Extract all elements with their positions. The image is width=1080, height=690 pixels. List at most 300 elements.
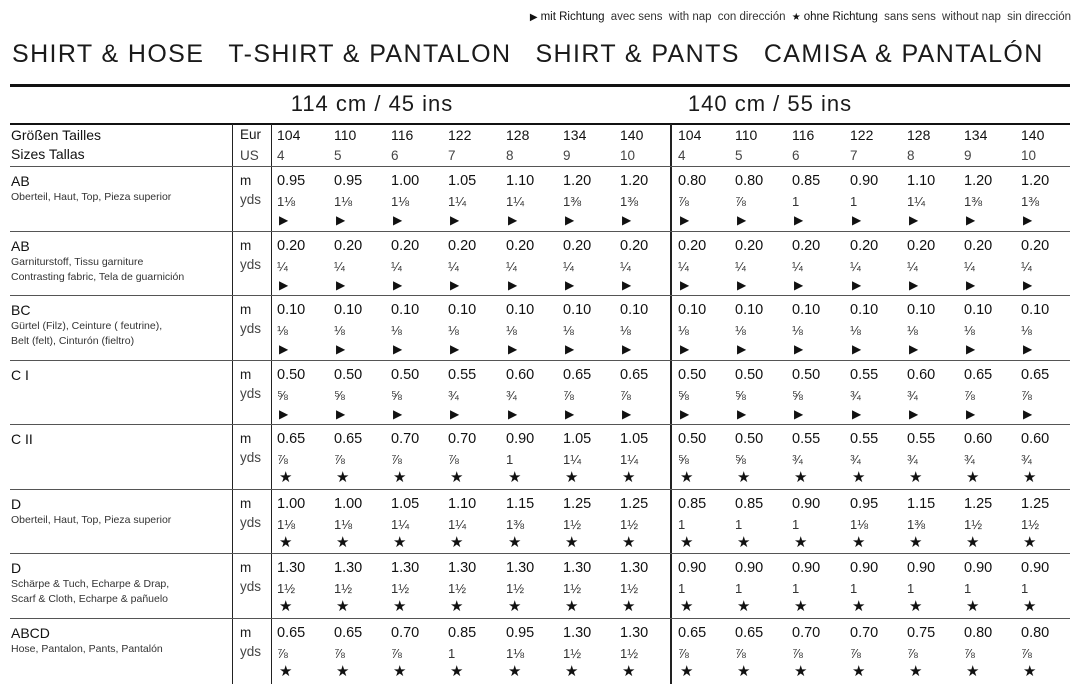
- with-nap-arrow-icon: ▶: [450, 213, 460, 227]
- yardage-imperial: 1: [735, 581, 743, 596]
- yardage-metric: 0.20: [391, 238, 420, 254]
- yardage-imperial: 1½: [334, 581, 353, 596]
- column-divider-widths: [670, 124, 672, 684]
- yardage-imperial: 1¼: [448, 194, 467, 209]
- without-nap-star-icon: ★: [450, 469, 464, 486]
- yardage-imperial: ⅞: [735, 646, 746, 661]
- eur-size: 116: [792, 127, 815, 143]
- yardage-imperial: 1½: [620, 646, 639, 661]
- without-nap-star-icon: ★: [1023, 598, 1037, 615]
- yardage-imperial: 1¼: [907, 194, 926, 209]
- piece-description: Gürtel (Filz), Ceinture ( feutrine),: [11, 320, 163, 332]
- unit-metric: m: [240, 560, 252, 575]
- with-nap-arrow-icon: ▶: [508, 342, 518, 356]
- yardage-imperial: 1½: [964, 517, 983, 532]
- yardage-imperial: ⅞: [334, 452, 345, 467]
- eur-size: 104: [277, 127, 301, 143]
- yardage-metric: 0.70: [792, 625, 821, 641]
- without-nap-star-icon: ★: [622, 469, 636, 486]
- yardage-imperial: 1¼: [506, 194, 525, 209]
- yardage-metric: 0.20: [277, 238, 306, 254]
- yardage-imperial: ¼: [448, 259, 459, 274]
- yardage-metric: 0.10: [907, 302, 936, 318]
- yardage-imperial: 1½: [563, 581, 582, 596]
- with-nap-arrow-icon: ▶: [508, 213, 518, 227]
- with-nap-arrow-icon: ▶: [1023, 213, 1033, 227]
- without-nap-star-icon: ★: [966, 469, 980, 486]
- with-nap-arrow-icon: ▶: [393, 407, 403, 421]
- row-divider: [10, 489, 1070, 490]
- yardage-imperial: 1½: [620, 581, 639, 596]
- without-nap-star-icon: ★: [393, 534, 407, 551]
- us-size: 7: [448, 148, 456, 163]
- eur-size: 110: [334, 127, 357, 143]
- yardage-imperial: 1½: [1021, 517, 1040, 532]
- without-nap-star-icon: ★: [508, 469, 522, 486]
- without-nap-star-icon: ★: [336, 598, 350, 615]
- with-nap-arrow-icon: ▶: [966, 278, 976, 292]
- with-nap-arrow-icon: ▶: [508, 407, 518, 421]
- yardage-imperial: ⅛: [792, 323, 803, 338]
- yardage-metric: 0.10: [448, 302, 477, 318]
- yardage-metric: 0.65: [563, 367, 592, 383]
- without-nap-star-icon: ★: [794, 469, 808, 486]
- yardage-metric: 1.15: [506, 496, 535, 512]
- yardage-imperial: 1⅛: [334, 194, 353, 209]
- yardage-imperial: 1½: [448, 581, 467, 596]
- unit-imperial: yds: [240, 515, 262, 530]
- yardage-metric: 1.15: [907, 496, 936, 512]
- with-nap-arrow-icon: ▶: [680, 407, 690, 421]
- without-nap-star-icon: ★: [737, 598, 751, 615]
- us-size: 6: [391, 148, 399, 163]
- yardage-metric: 1.30: [620, 625, 649, 641]
- yardage-metric: 0.80: [1021, 625, 1050, 641]
- yardage-metric: 0.85: [678, 496, 707, 512]
- without-nap-star-icon: ★: [791, 12, 801, 23]
- yardage-metric: 1.25: [563, 496, 592, 512]
- without-nap-star-icon: ★: [508, 534, 522, 551]
- yardage-imperial: 1⅛: [277, 194, 296, 209]
- yardage-imperial: ⅛: [391, 323, 402, 338]
- yardage-imperial: ⅝: [735, 388, 746, 403]
- yardage-metric: 0.20: [850, 238, 879, 254]
- yardage-metric: 1.30: [448, 560, 477, 576]
- yardage-imperial: 1: [735, 517, 743, 532]
- yardage-imperial: ⅛: [735, 323, 746, 338]
- yardage-metric: 0.60: [1021, 431, 1050, 447]
- yardage-metric: 0.20: [448, 238, 477, 254]
- unit-metric: m: [240, 625, 252, 640]
- yardage-imperial: ⅝: [792, 388, 803, 403]
- yardage-metric: 0.50: [678, 431, 707, 447]
- yardage-metric: 0.50: [391, 367, 420, 383]
- yardage-imperial: ⅝: [391, 388, 402, 403]
- eur-size: 134: [964, 127, 988, 143]
- unit-imperial: yds: [240, 579, 262, 594]
- without-nap-star-icon: ★: [794, 598, 808, 615]
- yardage-metric: 1.30: [563, 560, 592, 576]
- yardage-metric: 0.20: [792, 238, 821, 254]
- without-nap-label-en: without nap: [942, 11, 1001, 23]
- with-nap-arrow-icon: ▶: [393, 278, 403, 292]
- with-nap-arrow-icon: ▶: [508, 278, 518, 292]
- without-nap-star-icon: ★: [622, 534, 636, 551]
- yardage-imperial: 1⅛: [391, 194, 410, 209]
- yardage-imperial: 1⅜: [506, 517, 525, 532]
- us-size: 8: [506, 148, 514, 163]
- yardage-imperial: ⅛: [620, 323, 631, 338]
- yardage-imperial: ¼: [792, 259, 803, 274]
- yardage-imperial: 1⅜: [1021, 194, 1040, 209]
- row-divider: [10, 553, 1070, 554]
- yardage-metric: 0.65: [277, 625, 306, 641]
- yardage-imperial: ¾: [907, 388, 918, 403]
- size-header-label: Größen Tailles: [11, 127, 102, 143]
- with-nap-label-fr: avec sens: [610, 11, 663, 23]
- us-size: 10: [1021, 148, 1037, 163]
- yardage-metric: 0.10: [334, 302, 363, 318]
- without-nap-star-icon: ★: [737, 534, 751, 551]
- with-nap-arrow-icon: ▶: [852, 213, 862, 227]
- yardage-metric: 1.05: [620, 431, 649, 447]
- yardage-imperial: 1: [792, 581, 800, 596]
- yardage-imperial: 1⅛: [506, 646, 525, 661]
- yardage-imperial: 1¼: [620, 452, 639, 467]
- yardage-metric: 0.20: [563, 238, 592, 254]
- yardage-metric: 0.70: [391, 431, 420, 447]
- piece-description: Hose, Pantalon, Pants, Pantalón: [11, 643, 163, 655]
- with-nap-arrow-icon: ▶: [794, 342, 804, 356]
- yardage-metric: 0.20: [735, 238, 764, 254]
- column-divider-units: [232, 124, 233, 684]
- us-size: 9: [563, 148, 571, 163]
- yardage-metric: 1.25: [964, 496, 993, 512]
- yardage-metric: 1.20: [563, 173, 592, 189]
- yardage-imperial: ¼: [964, 259, 975, 274]
- without-nap-star-icon: ★: [622, 663, 636, 680]
- without-nap-star-icon: ★: [680, 598, 694, 615]
- unit-metric: m: [240, 302, 252, 317]
- with-nap-arrow-icon: ▶: [336, 342, 346, 356]
- yardage-imperial: ⅞: [277, 646, 288, 661]
- with-nap-arrow-icon: ▶: [737, 407, 747, 421]
- without-nap-star-icon: ★: [336, 469, 350, 486]
- yardage-metric: 0.60: [907, 367, 936, 383]
- yardage-imperial: ⅝: [277, 388, 288, 403]
- yardage-metric: 0.90: [678, 560, 707, 576]
- yardage-imperial: ¾: [850, 388, 861, 403]
- yardage-imperial: 1: [964, 581, 972, 596]
- piece-code: D: [11, 560, 22, 576]
- yardage-imperial: ⅛: [850, 323, 861, 338]
- yardage-metric: 0.20: [506, 238, 535, 254]
- title-en: SHIRT & PANTS: [535, 40, 740, 68]
- yardage-metric: 0.85: [792, 173, 821, 189]
- yardage-imperial: ⅞: [964, 646, 975, 661]
- without-nap-star-icon: ★: [966, 663, 980, 680]
- yardage-imperial: 1: [448, 646, 456, 661]
- yardage-imperial: 1: [506, 452, 514, 467]
- yardage-imperial: 1: [792, 517, 800, 532]
- without-nap-star-icon: ★: [622, 598, 636, 615]
- yardage-metric: 0.55: [850, 431, 879, 447]
- eur-size: 122: [850, 127, 874, 143]
- us-size: 10: [620, 148, 636, 163]
- yardage-metric: 0.55: [792, 431, 821, 447]
- unit-imperial: yds: [240, 192, 262, 207]
- yardage-metric: 0.10: [1021, 302, 1050, 318]
- piece-code: ABCD: [11, 625, 50, 641]
- with-nap-arrow-icon: ▶: [450, 407, 460, 421]
- yardage-imperial: ¾: [792, 452, 803, 467]
- yardage-imperial: ⅞: [735, 194, 746, 209]
- with-nap-arrow-icon: ▶: [336, 407, 346, 421]
- piece-description: Schärpe & Tuch, Echarpe & Drap,: [11, 578, 170, 590]
- yardage-imperial: ⅞: [792, 646, 803, 661]
- yardage-metric: 0.85: [735, 496, 764, 512]
- with-nap-arrow-icon: ▶: [450, 342, 460, 356]
- yardage-imperial: ¾: [448, 388, 459, 403]
- yardage-imperial: ¼: [391, 259, 402, 274]
- yardage-imperial: ⅛: [1021, 323, 1032, 338]
- yardage-imperial: ⅞: [620, 388, 631, 403]
- without-nap-star-icon: ★: [1023, 663, 1037, 680]
- yardage-imperial: ⅞: [1021, 646, 1032, 661]
- yardage-metric: 0.65: [277, 431, 306, 447]
- yardage-imperial: ¾: [907, 452, 918, 467]
- yardage-imperial: ⅛: [277, 323, 288, 338]
- yardage-imperial: ⅛: [678, 323, 689, 338]
- yardage-metric: 0.10: [850, 302, 879, 318]
- yardage-imperial: 1: [678, 581, 686, 596]
- yardage-metric: 0.65: [678, 625, 707, 641]
- nap-legend: [530, 11, 1071, 23]
- yardage-metric: 0.10: [792, 302, 821, 318]
- yardage-imperial: ⅞: [277, 452, 288, 467]
- yardage-metric: 0.10: [735, 302, 764, 318]
- without-nap-star-icon: ★: [508, 663, 522, 680]
- title-es: CAMISA & PANTALÓN: [763, 40, 1044, 68]
- yardage-metric: 1.05: [448, 173, 477, 189]
- without-nap-star-icon: ★: [279, 534, 293, 551]
- yardage-metric: 0.20: [1021, 238, 1050, 254]
- piece-code: AB: [11, 238, 30, 254]
- yardage-imperial: ⅞: [391, 646, 402, 661]
- row-divider: [10, 295, 1070, 296]
- yardage-imperial: ⅞: [391, 452, 402, 467]
- yardage-metric: 1.10: [506, 173, 535, 189]
- yardage-metric: 0.10: [964, 302, 993, 318]
- yardage-imperial: ⅞: [964, 388, 975, 403]
- with-nap-arrow-icon: ▶: [622, 213, 632, 227]
- piece-description: Oberteil, Haut, Top, Pieza superior: [11, 191, 172, 203]
- yardage-imperial: 1⅜: [620, 194, 639, 209]
- without-nap-star-icon: ★: [737, 663, 751, 680]
- yardage-metric: 1.30: [334, 560, 363, 576]
- yardage-imperial: 1½: [563, 646, 582, 661]
- size-header-label: Sizes Tallas: [11, 146, 85, 162]
- without-nap-label-fr: sans sens: [884, 11, 936, 23]
- with-nap-arrow-icon: ▶: [279, 342, 289, 356]
- fabric-width-140: 140 cm / 55 ins: [687, 91, 853, 116]
- yardage-imperial: 1¼: [391, 517, 410, 532]
- yardage-metric: 0.55: [850, 367, 879, 383]
- without-nap-star-icon: ★: [909, 469, 923, 486]
- with-nap-arrow-icon: ▶: [279, 278, 289, 292]
- yardage-imperial: ⅝: [678, 452, 689, 467]
- with-nap-arrow-icon: ▶: [680, 213, 690, 227]
- with-nap-arrow-icon: ▶: [852, 278, 862, 292]
- with-nap-label-es: con dirección: [717, 11, 786, 23]
- yardage-imperial: ⅝: [735, 452, 746, 467]
- title-rule: [10, 84, 1070, 87]
- without-nap-star-icon: ★: [966, 598, 980, 615]
- yardage-metric: 0.10: [277, 302, 306, 318]
- yardage-metric: 0.55: [907, 431, 936, 447]
- with-nap-arrow-icon: ▶: [909, 213, 919, 227]
- row-divider: [10, 231, 1070, 232]
- eur-size: 128: [506, 127, 530, 143]
- yardage-imperial: ⅞: [563, 388, 574, 403]
- without-nap-star-icon: ★: [852, 598, 866, 615]
- with-nap-arrow-icon: ▶: [680, 278, 690, 292]
- yardage-metric: 1.30: [506, 560, 535, 576]
- yardage-metric: 0.50: [735, 367, 764, 383]
- yardage-metric: 0.80: [735, 173, 764, 189]
- yardage-metric: 0.20: [678, 238, 707, 254]
- piece-code: D: [11, 496, 22, 512]
- yardage-metric: 1.30: [277, 560, 306, 576]
- eur-size: 128: [907, 127, 931, 143]
- eur-size: 140: [620, 127, 644, 143]
- yardage-imperial: ¼: [334, 259, 345, 274]
- yardage-imperial: 1⅛: [277, 517, 296, 532]
- yardage-metric: 0.20: [964, 238, 993, 254]
- without-nap-star-icon: ★: [794, 663, 808, 680]
- yardage-imperial: ¼: [277, 259, 288, 274]
- without-nap-star-icon: ★: [1023, 469, 1037, 486]
- without-nap-star-icon: ★: [565, 663, 579, 680]
- yardage-metric: 1.10: [448, 496, 477, 512]
- us-size: 7: [850, 148, 858, 163]
- eur-size: 110: [735, 127, 758, 143]
- unit-imperial: yds: [240, 257, 262, 272]
- page-title: [12, 40, 1068, 69]
- with-nap-arrow-icon: ▶: [565, 407, 575, 421]
- yardage-imperial: ¼: [506, 259, 517, 274]
- yardage-metric: 0.90: [907, 560, 936, 576]
- us-size: 4: [678, 148, 686, 163]
- yardage-metric: 0.20: [334, 238, 363, 254]
- yardage-metric: 0.90: [792, 496, 821, 512]
- yardage-metric: 1.05: [563, 431, 592, 447]
- eur-size: 122: [448, 127, 472, 143]
- us-size: 4: [277, 148, 285, 163]
- without-nap-star-icon: ★: [680, 534, 694, 551]
- with-nap-arrow-icon: ▶: [737, 278, 747, 292]
- yardage-metric: 0.65: [735, 625, 764, 641]
- unit-metric: m: [240, 367, 252, 382]
- yardage-imperial: ¾: [1021, 452, 1032, 467]
- yardage-imperial: ⅝: [334, 388, 345, 403]
- with-nap-label-en: with nap: [668, 11, 712, 23]
- unit-metric: m: [240, 173, 252, 188]
- yardage-metric: 1.20: [1021, 173, 1050, 189]
- us-label: US: [240, 148, 259, 163]
- us-size: 5: [334, 148, 342, 163]
- yardage-imperial: ⅞: [850, 646, 861, 661]
- yardage-imperial: ⅛: [907, 323, 918, 338]
- without-nap-star-icon: ★: [680, 663, 694, 680]
- with-nap-arrow-icon: ▶: [393, 342, 403, 356]
- without-nap-star-icon: ★: [737, 469, 751, 486]
- without-nap-star-icon: ★: [336, 534, 350, 551]
- without-nap-star-icon: ★: [565, 534, 579, 551]
- yardage-imperial: ¼: [850, 259, 861, 274]
- yardage-imperial: ⅞: [678, 646, 689, 661]
- title-de: SHIRT & HOSE: [12, 40, 205, 68]
- yardage-metric: 0.50: [792, 367, 821, 383]
- yardage-imperial: ⅛: [506, 323, 517, 338]
- without-nap-star-icon: ★: [450, 598, 464, 615]
- with-nap-arrow-icon: ▶: [966, 342, 976, 356]
- yardage-metric: 0.50: [678, 367, 707, 383]
- yardage-metric: 0.95: [334, 173, 363, 189]
- piece-description: Oberteil, Haut, Top, Pieza superior: [11, 514, 172, 526]
- without-nap-star-icon: ★: [909, 663, 923, 680]
- unit-metric: m: [240, 431, 252, 446]
- yardage-imperial: ¼: [907, 259, 918, 274]
- without-nap-star-icon: ★: [909, 534, 923, 551]
- row-divider: [10, 618, 1070, 619]
- with-nap-arrow-icon: ▶: [1023, 342, 1033, 356]
- yardage-imperial: ¼: [620, 259, 631, 274]
- without-nap-star-icon: ★: [279, 598, 293, 615]
- piece-description: Contrasting fabric, Tela de guarnición: [11, 271, 185, 283]
- without-nap-star-icon: ★: [450, 663, 464, 680]
- without-nap-star-icon: ★: [393, 663, 407, 680]
- with-nap-arrow-icon: ▶: [966, 407, 976, 421]
- without-nap-label-es: sin dirección: [1007, 11, 1071, 23]
- with-nap-arrow-icon: ▶: [336, 213, 346, 227]
- row-divider: [10, 166, 1070, 167]
- yardage-imperial: ⅞: [907, 646, 918, 661]
- with-nap-label-de: mit Richtung: [540, 11, 605, 23]
- fabric-width-114: 114 cm / 45 ins: [290, 91, 454, 116]
- yardage-metric: 0.20: [620, 238, 649, 254]
- with-nap-arrow-icon: ▶: [852, 407, 862, 421]
- piece-description: Belt (felt), Cinturón (fieltro): [11, 335, 135, 347]
- without-nap-star-icon: ★: [279, 663, 293, 680]
- without-nap-star-icon: ★: [450, 534, 464, 551]
- yardage-metric: 0.60: [506, 367, 535, 383]
- yardage-metric: 0.90: [964, 560, 993, 576]
- yardage-imperial: 1⅛: [334, 517, 353, 532]
- yardage-metric: 1.10: [907, 173, 936, 189]
- us-size: 8: [907, 148, 915, 163]
- yardage-metric: 0.50: [334, 367, 363, 383]
- without-nap-star-icon: ★: [852, 663, 866, 680]
- piece-description: Scarf & Cloth, Echarpe & pañuelo: [11, 593, 169, 605]
- unit-metric: m: [240, 238, 252, 253]
- without-nap-star-icon: ★: [680, 469, 694, 486]
- yardage-metric: 0.10: [678, 302, 707, 318]
- yardage-metric: 0.55: [448, 367, 477, 383]
- yardage-imperial: ⅝: [678, 388, 689, 403]
- yardage-imperial: ¾: [964, 452, 975, 467]
- eur-label: Eur: [240, 127, 262, 142]
